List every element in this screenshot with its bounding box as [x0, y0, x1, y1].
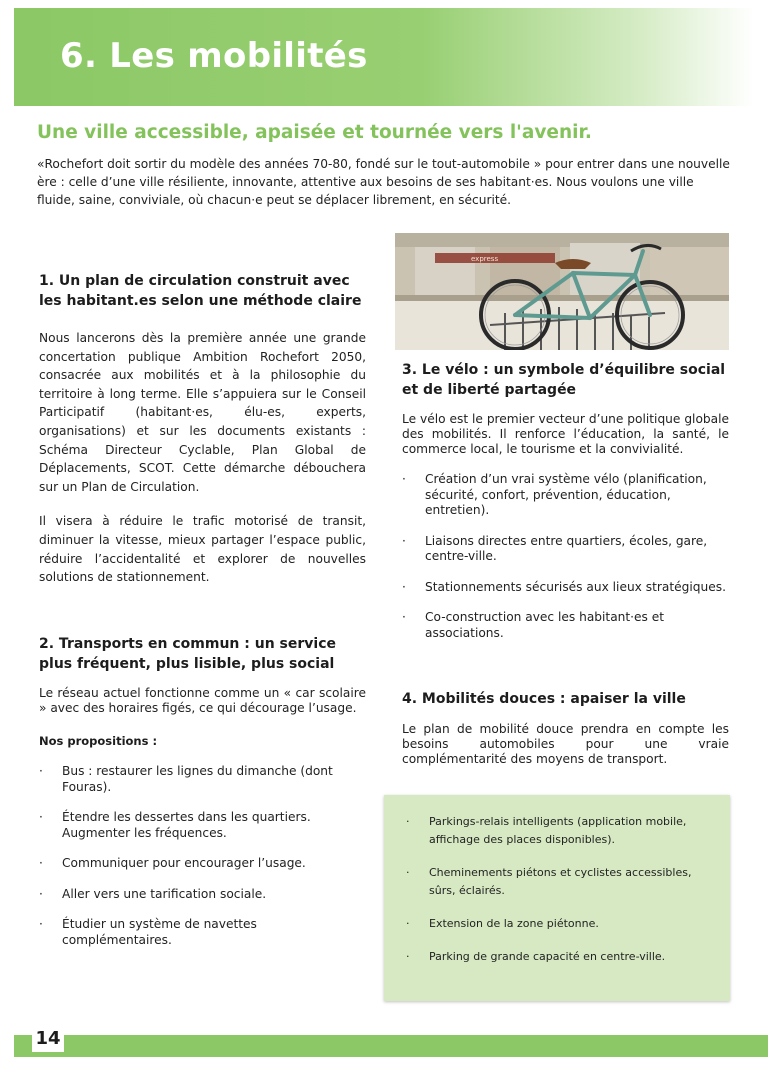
- title-banner: [14, 8, 754, 106]
- bullet-icon: ·: [39, 917, 43, 931]
- list-item: [39, 917, 366, 948]
- propositions-label: Nos propositions :: [39, 734, 158, 748]
- list-item-text: Communiquer pour encourager l’usage.: [62, 856, 306, 870]
- list-item-text: Parkings-relais intelligents (application mobile, affichage des places disponibles).: [429, 815, 687, 846]
- bullet-icon: ·: [39, 810, 43, 824]
- bullet-icon: ·: [39, 856, 43, 870]
- section-4-paragraph: Le plan de mobilité douce prendra en compte les besoins automobiles pour une vraie complémentarité des moyens de transport.: [402, 722, 729, 766]
- list-item: [406, 864, 706, 900]
- list-item: [402, 580, 729, 596]
- list-item-text: Stationnements sécurisés aux lieux stratégiques.: [425, 579, 726, 594]
- page-title: 6. Les mobilités: [60, 36, 368, 76]
- section-2: [39, 634, 366, 948]
- bicycle-illustration: [395, 233, 729, 350]
- section-2-paragraph: Le réseau actuel fonctionne comme un « car scolaire » avec des horaires figés, ce qui décourage l’usage.: [39, 686, 366, 715]
- list-item: [39, 856, 366, 872]
- intro-paragraph: «Rochefort doit sortir du modèle des années 70-80, fondé sur le tout-automobile » pour entrer dans une nouvelle ère : celle d’une ville résiliente, innovante, attentive aux besoins de ses habitant·es. Nous voulons une ville fluide, saine, conviviale, où chacun·e peut se déplacer librement, en sécurité.: [37, 157, 730, 207]
- bullet-icon: ·: [406, 917, 410, 930]
- section-4-title: 4. Mobilités douces : apaiser la ville: [402, 691, 686, 707]
- list-item: [402, 610, 729, 641]
- section-2-title: 2. Transports en commun : un service plus fréquent, plus lisible, plus social: [39, 636, 337, 672]
- bullet-icon: ·: [402, 533, 406, 548]
- list-item: [39, 810, 366, 841]
- list-item: [39, 764, 366, 795]
- list-item-text: Parking de grande capacité en centre-ville.: [429, 950, 666, 963]
- bullet-icon: ·: [402, 579, 406, 594]
- list-item-text: Liaisons directes entre quartiers, écoles, gare, centre-ville.: [425, 533, 708, 563]
- section-1-paragraph-2: Il visera à réduire le trafic motorisé de transit, diminuer la vitesse, mieux partager l’espace public, réduire l’accidentalité et explorer de nouvelles solutions de stationnement.: [39, 514, 366, 585]
- list-item: [402, 472, 729, 519]
- list-item-text: Étudier un système de navettes complémentaires.: [62, 917, 257, 947]
- section-3-title: 3. Le vélo : un symbole d’équilibre social et de liberté partagée: [402, 362, 726, 398]
- soft-mobility-callout: [384, 795, 730, 1001]
- soft-mobility-list: [406, 813, 706, 966]
- section-1-paragraph-1: Nous lancerons dès la première année une grande concertation publique Ambition Rochefort 2050, consacrée aux mobilités et à la philosophie du territoire à long terme. Elle s’appuiera sur le Conseil Participatif (habitant·es, élu-es, experts, organisations) et sur les documents existants : Schéma Directeur Cyclable, Plan Global de Déplacements, SCOT. Cette démarche débouchera sur un Plan de Circulation.: [39, 331, 366, 494]
- list-item: [402, 534, 729, 565]
- bullet-icon: ·: [402, 610, 406, 624]
- section-subtitle: Une ville accessible, apaisée et tournée vers l'avenir.: [37, 122, 592, 143]
- list-item-text: Extension de la zone piétonne.: [429, 917, 599, 930]
- section-3: [402, 360, 729, 641]
- transport-proposals-list: [39, 764, 366, 948]
- bike-proposals-list: [402, 472, 729, 641]
- section-4: [402, 689, 729, 767]
- bullet-icon: ·: [39, 764, 43, 778]
- list-item: [406, 948, 706, 966]
- bicycle-photo: [395, 233, 729, 350]
- bullet-icon: ·: [406, 815, 410, 828]
- list-item-text: Cheminements piétons et cyclistes accessibles, sûrs, éclairés.: [429, 866, 692, 897]
- section-1-title: 1. Un plan de circulation construit avec les habitant.es selon une méthode claire: [39, 273, 362, 309]
- bullet-icon: ·: [406, 950, 410, 963]
- page-number: 14: [32, 1026, 64, 1052]
- list-item: [406, 813, 706, 849]
- list-item: [406, 915, 706, 933]
- list-item-text: Aller vers une tarification sociale.: [62, 886, 267, 901]
- bullet-icon: ·: [406, 866, 410, 879]
- storefront-sign-text: express: [471, 255, 499, 263]
- list-item: [39, 887, 366, 903]
- bullet-icon: ·: [402, 472, 406, 486]
- bullet-icon: ·: [39, 886, 43, 901]
- list-item-text: Co-construction avec les habitant·es et associations.: [425, 610, 665, 640]
- section-3-paragraph: Le vélo est le premier vecteur d’une politique globale des mobilités. Il renforce l’éducation, la santé, le commerce local, le tourisme et la convivialité.: [402, 412, 729, 456]
- list-item-text: Étendre les dessertes dans les quartiers. Augmenter les fréquences.: [62, 810, 311, 840]
- list-item-text: Bus : restaurer les lignes du dimanche (dont Fouras).: [62, 764, 333, 794]
- section-1: [39, 271, 366, 587]
- footer-bar: [14, 1035, 768, 1057]
- list-item-text: Création d’un vrai système vélo (planification, sécurité, confort, prévention, éducation, entretien).: [425, 472, 707, 517]
